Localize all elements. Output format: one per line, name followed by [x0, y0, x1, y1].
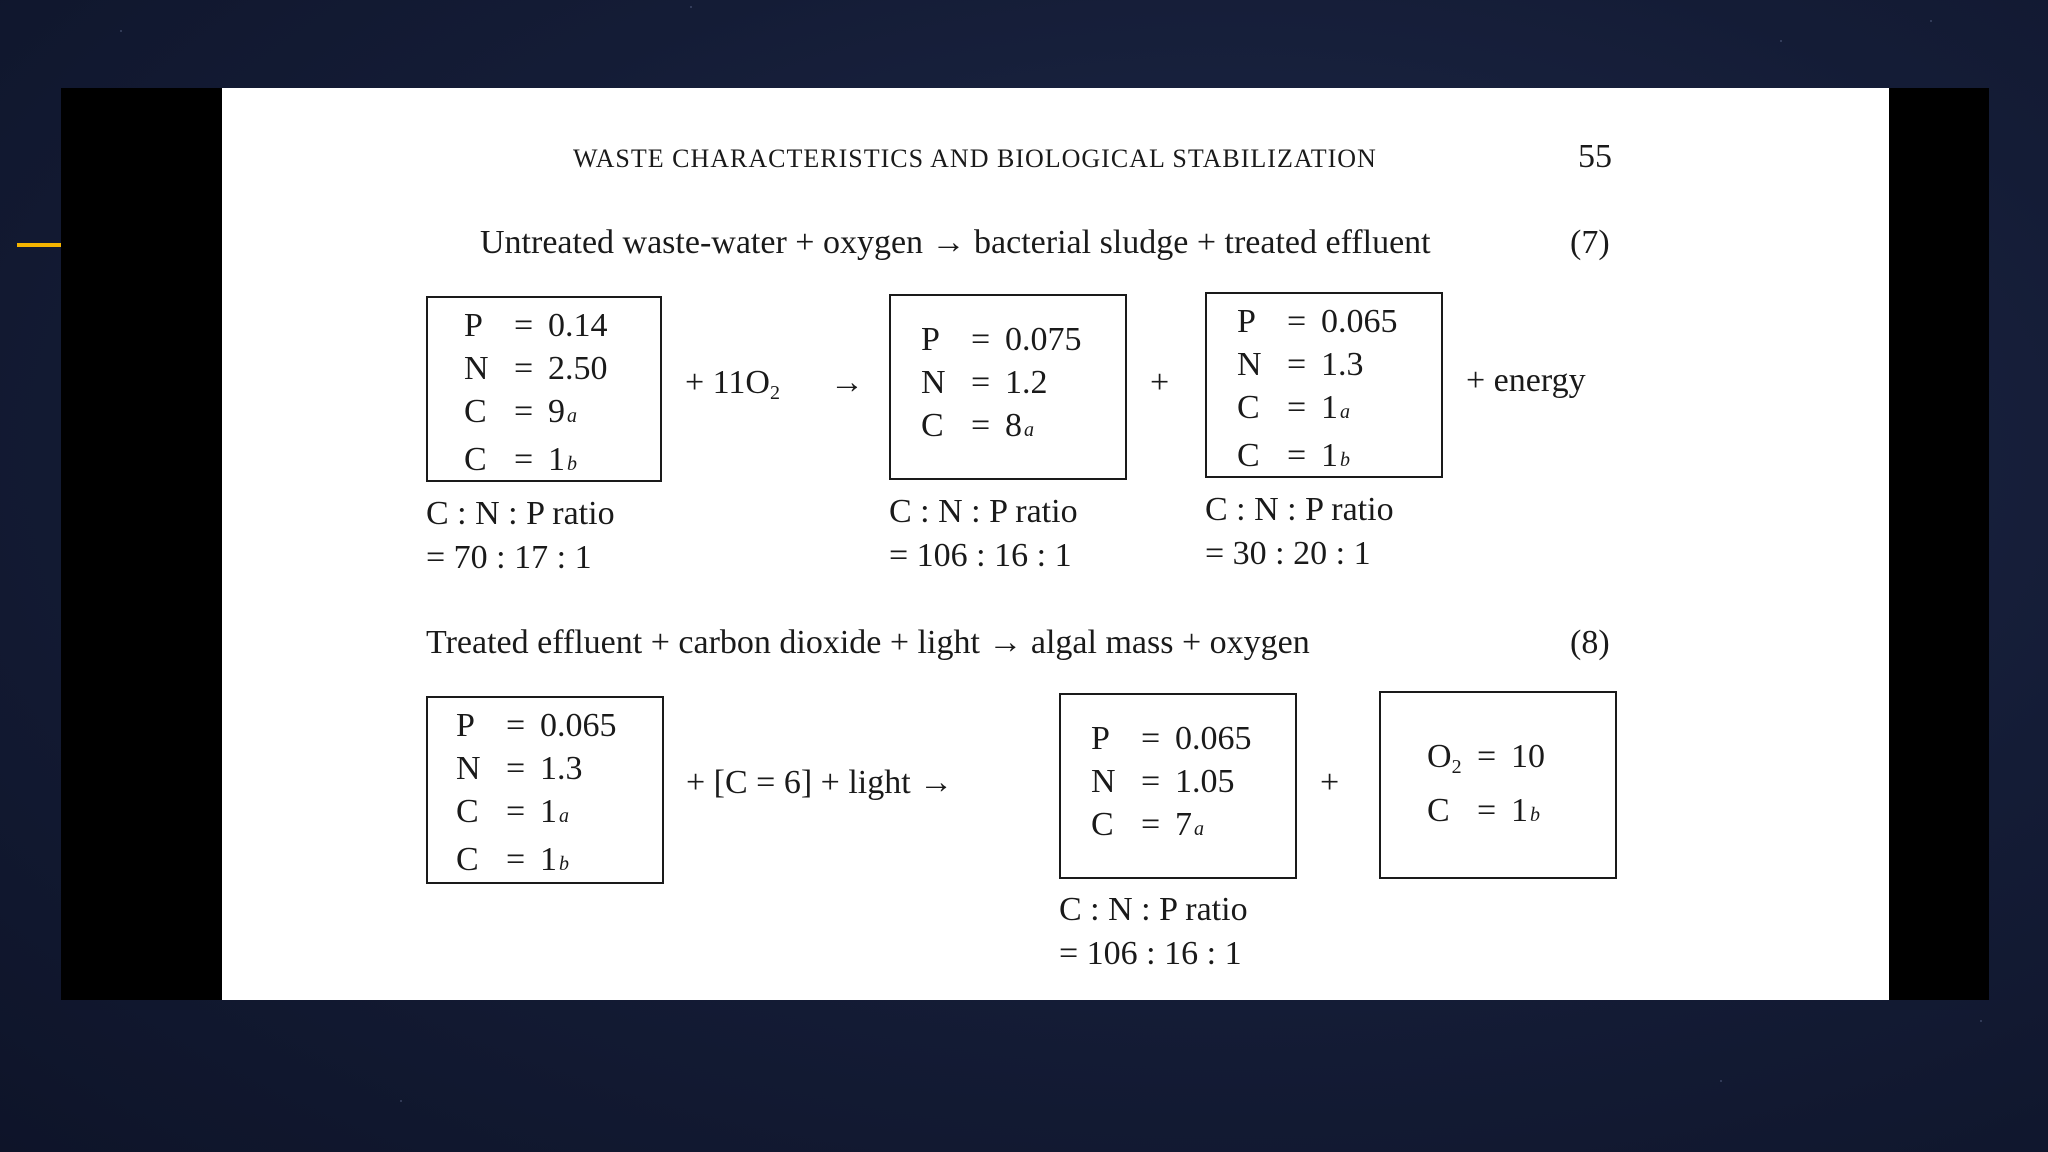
eq7-reactant-box [426, 296, 662, 482]
box-row: N = 1.3 [1237, 346, 1364, 383]
equation-7-number: (7) [1570, 224, 1610, 261]
box-row: N = 2.50 [464, 350, 608, 387]
equation-7-text: Untreated waste-water + oxygen → bacterial sludge + treated effluent [480, 224, 1431, 261]
box-row: P = 0.065 [1237, 303, 1398, 340]
box-row: N = 1.2 [921, 364, 1048, 401]
equation-8-text: Treated effluent + carbon dioxide + light → algal mass + oxygen [426, 624, 1310, 661]
eq8-ratio: C : N : P ratio = 106 : 16 : 1 [1059, 891, 1248, 972]
document-page [222, 88, 1889, 1000]
eq8-plus: + [1320, 764, 1340, 801]
box-row: C = 1 a [1237, 389, 1350, 426]
eq7-ratio-3: C : N : P ratio = 30 : 20 : 1 [1205, 491, 1394, 572]
box-row: P = 0.14 [464, 307, 608, 344]
box-row: $O_2$ = 10 [1427, 738, 1545, 778]
box-row: C = 1 b [1427, 792, 1540, 829]
eq8-reactant-box [426, 696, 664, 884]
eq8-middle-terms: + [C = 6] + light → [686, 764, 954, 801]
eq7-plus: + [1150, 364, 1170, 401]
eq7-energy: + energy [1466, 362, 1586, 399]
eq7-sludge-box [889, 294, 1127, 480]
box-row: N = 1.3 [456, 750, 583, 787]
eq7-arrow: → [830, 364, 864, 401]
eq7-effluent-box [1205, 292, 1443, 478]
box-row: C = 1 a [456, 793, 569, 830]
box-row: N = 1.05 [1091, 763, 1235, 800]
box-row: C = 1 b [456, 841, 569, 878]
running-head: WASTE CHARACTERISTICS AND BIOLOGICAL STABILIZATION [573, 144, 1377, 173]
box-row: C = 7 a [1091, 806, 1204, 843]
box-row: P = 0.065 [1091, 720, 1252, 757]
box-row: P = 0.065 [456, 707, 617, 744]
eq7-ratio-1: C : N : P ratio = 70 : 17 : 1 [426, 495, 615, 576]
box-row: C = 1 b [464, 441, 577, 478]
eq8-algal-box [1059, 693, 1297, 879]
eq7-ratio-2: C : N : P ratio = 106 : 16 : 1 [889, 493, 1078, 574]
equation-8-number: (8) [1570, 624, 1610, 661]
box-row: P = 0.075 [921, 321, 1082, 358]
page-number: 55 [1578, 138, 1612, 175]
box-row: C = 9 a [464, 393, 577, 430]
box-row: C = 8 a [921, 407, 1034, 444]
eq8-oxygen-box [1379, 691, 1617, 879]
accent-line [17, 243, 61, 247]
eq7-oxygen-term: + $11O_2$ [685, 364, 780, 404]
box-row: C = 1 b [1237, 437, 1350, 474]
